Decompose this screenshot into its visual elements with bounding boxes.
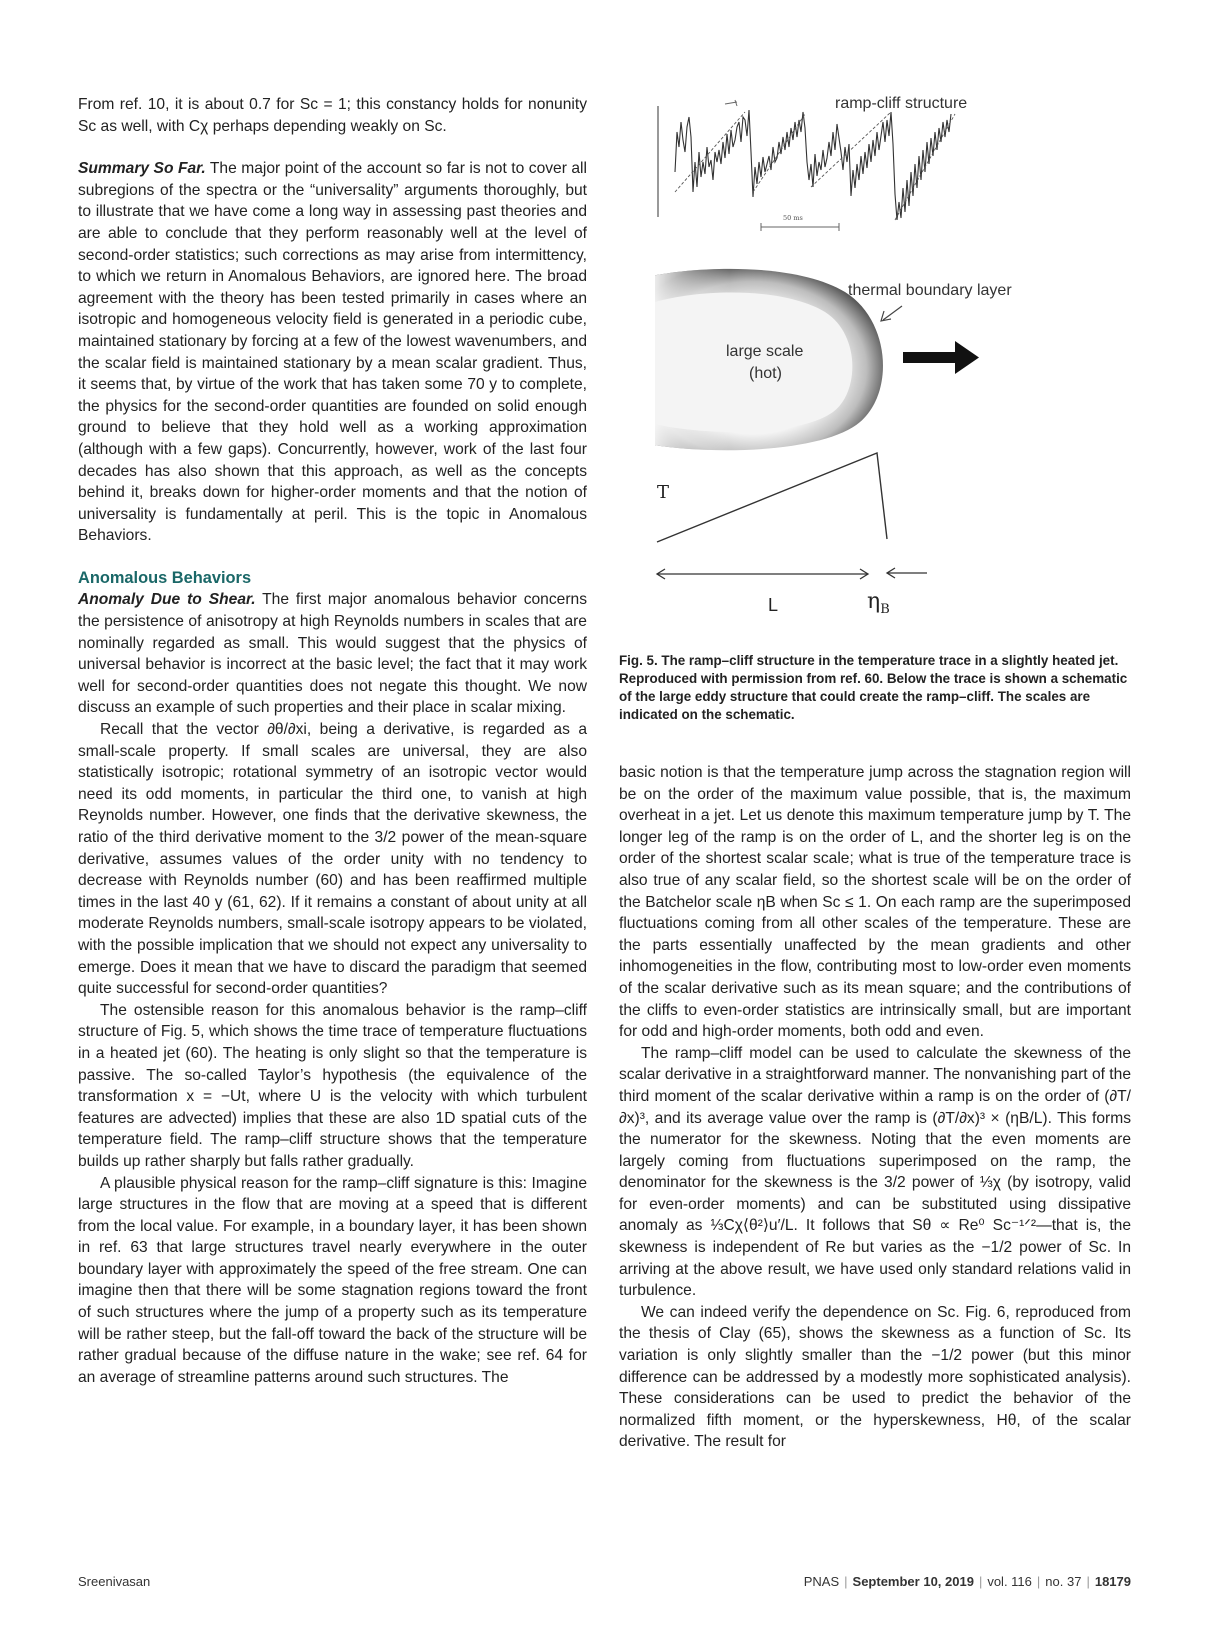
label-hot: (hot) [749,365,782,382]
scale-bar-label: 50 ms [783,214,803,222]
motion-arrow-shaft [903,352,960,363]
trace-signal [675,110,951,220]
paragraph-ostensible: The ostensible reason for this anomalous behavior is the ramp–cliff structure of Fig. 5, which shows the time trace of temperature fluctuations in a heated jet (60). The heating is only slight so that the temperature is passive. The so-called Taylor’s hypothesis (the equivalence of the transformation x = −Ut, where U is the velocity with which turbulent features are advected) implies that these are also 1D spatial cuts of the temperature field. The ramp–cliff structure shows that the temperature builds up rather sharply but falls rather gradually. [78,1001,587,1170]
paragraph-summary [78,158,587,547]
footer-volume: vol. 116 [987,1574,1032,1589]
label-thermal-boundary-layer: thermal boundary layer [848,282,1012,299]
ramp-schematic [655,448,927,617]
motion-arrow-head [955,341,979,374]
paragraph-recall: Recall that the vector ∂θ/∂xi, being a derivative, is regarded as a small-scale property. If small scales are universal, they are also statistically isotropic; rotational symmetry of an isotropic vector would need its odd moments, in particular the third one, to vanish at high Reynolds number. However, one finds that the derivative skewness, the ratio of the third derivative moment to the 3/2 power of the mean-square derivative, assumes values of the order unity with no tendency to decrease with Reynolds number (60) and has been reaffirmed multiple times in the last 40 y (61, 62). If it remains a constant of about unity at all moderate Reynolds numbers, small-scale isotropy appears to be violated, with the possible implication that we should not expect any universality to emerge. Does it mean that we have to discard the paradigm that seemed quite successful for second-order quantities? [78,721,587,998]
shear-text: The first major anomalous behavior concerns the persistence of anisotropy at high Reynolds numbers in scales that are nominally regarded as small. This would suggest that the physics of universal behavior is incorrect at the basic level; the fact that it may work well for second-order quantities does not negate this thought. We now discuss an example of such properties and their place in scalar mixing. [78,591,587,717]
footer-issue: no. 37 [1045,1574,1082,1589]
paragraph-plausible: A plausible physical reason for the ramp–cliff signature is this: Imagine large structures in the flow that are moving at a speed that is different from the local value. For example, in a boundary layer, it has been shown in ref. 63 that large structures travel nearly everywhere in the outer boundary layer with approximately the speed of the free stream. One can imagine then that there will be some stagnation regions toward the front of such structures where the jump of a property such as its temperature will be rather steep, but the fall-off toward the back of the structure will be rather gradual because of the diffuse nature in the wake; see ref. 64 for an average of streamline patterns around such structures. The [78,1174,587,1386]
paragraph-shear [78,589,587,719]
summary-heading: Summary So Far. [78,160,206,178]
paragraph-ramp-model: The ramp–cliff model can be used to calculate the skewness of the scalar derivative in a straightforward manner. The nonvanishing part of the third moment of the scalar derivative within a ramp is on the order of (∂T/∂x)³, and its average value over the ramp is (∂T/∂x)³ × (ηB/L). This forms the numerator for the skewness. Noting that the even moments are largely coming from fluctuations superimposed on the ramp, the denominator for the skewness is the 3/2 power of ⅓χ (by isotropy, valid for even-order moments) and can be substituted using dissipative anomaly as ⅓Cχ⟨θ²⟩u′/L. It follows that Sθ ∝ Re⁰ Sc⁻¹ᐟ²—that is, the skewness is independent of Re but varies as the −1/2 power of Sc. In arriving at the above result, we have used only standard relations valid in turbulence. [619,1044,1131,1300]
figure-5 [655,92,1085,637]
footer-date: September 10, 2019 [852,1574,974,1589]
shear-heading: Anomaly Due to Shear. [78,591,256,609]
page-footer [78,1574,1131,1589]
footer-citation: PNAS | September 10, 2019 | vol. 116 | no. 37 | 18179 [803,1574,1131,1589]
label-T: T [657,482,670,503]
eddy-schematic [655,269,1012,450]
footer-journal: PNAS [803,1574,840,1589]
temperature-trace [658,95,967,231]
summary-text: The major point of the account so far is not to cover all subregions of the spectra or the “universality” arguments thoroughly, but to illustrate that we have come a long way in assessing past theories and are able to conclude that they perform reasonably well at the level of second-order statistics; such corrections as may arise from intermittency, to which we return in Anomalous Behaviors, are ignored here. The broad agreement with the theory has been tested primarily in cases where an isotropic and homogeneous velocity field is generated in a periodic cube, maintained stationary by forcing at a few of the lowest wavenumbers, and the scalar field is maintained stationary by a mean scalar gradient. Thus, it seems that, by virtue of the work that has taken some 70 y to complete, the physics for the second-order quantities are founded on solid enough ground to believe that they hold well as a working approximation (although with a few gaps). Concurrently, however, work of the last four decades has also shown that this approach, as well as the concepts behind it, breaks down for higher-order moments and that the notion of universality is fundamentally at peril. This is the topic in Anomalous Behaviors. [78,160,587,545]
footer-author: Sreenivasan [78,1574,151,1589]
section-title: Anomalous Behaviors [78,568,252,587]
left-column [78,94,587,1388]
label-ramp-cliff: ramp-cliff structure [835,95,968,112]
figure-caption: Fig. 5. The ramp–cliff structure in the temperature trace in a slightly heated jet. Reproduced with permission from ref. 60. Below the trace is shown a schematic of the large eddy structure that could create the ramp–cliff. The scales are indicated on the schematic. [619,653,1128,722]
label-eta-b: $\eta_B$ [867,589,890,617]
label-L: L [768,595,779,615]
footer-page: 18179 [1094,1574,1131,1589]
right-column [619,762,1131,1453]
label-large-scale: large scale [726,343,804,360]
paragraph-intro: From ref. 10, it is about 0.7 for Sc = 1; this constancy holds for nonunity Sc as well, with Cχ perhaps depending weakly on Sc. [78,96,587,135]
boundary-pointer [883,306,902,320]
paragraph-verify: We can indeed verify the dependence on Sc. Fig. 6, reproduced from the thesis of Clay (65), shows the skewness as a function of Sc. Its variation is only slightly smaller than the −1/2 power (but this minor difference can be addressed by a modestly more sophisticated analysis). These considerations can be used to predict the behavior of the normalized fifth moment, or the hyperskewness, Hθ, of the scalar derivative. The result for [619,1303,1131,1451]
paragraph-basic-notion: basic notion is that the temperature jump across the stagnation region will be on the order of the maximum value possible, that is, the maximum overheat in a jet. Let us denote this maximum temperature jump by T. The longer leg of the ramp is on the order of L, and the shorter leg is on the order of the shortest scalar scale; what is true of the temperature trace is also true of any scalar field, so the shortest scale will be on the order of the Batchelor scale ηB when Sc ≤ 1. On each ramp are the superimposed fluctuations coming from all other scales of the temperature. These are the parts essentially unaffected by the mean gradients and other inhomogeneities in the flow, contributing most to low-order even moments of the scalar derivative such as its mean square; and the contributions of the cliffs to even-order statistics are intrinsically small, but are important for odd and high-order moments, both odd and even. [619,764,1131,1041]
ramp-line [657,453,887,542]
